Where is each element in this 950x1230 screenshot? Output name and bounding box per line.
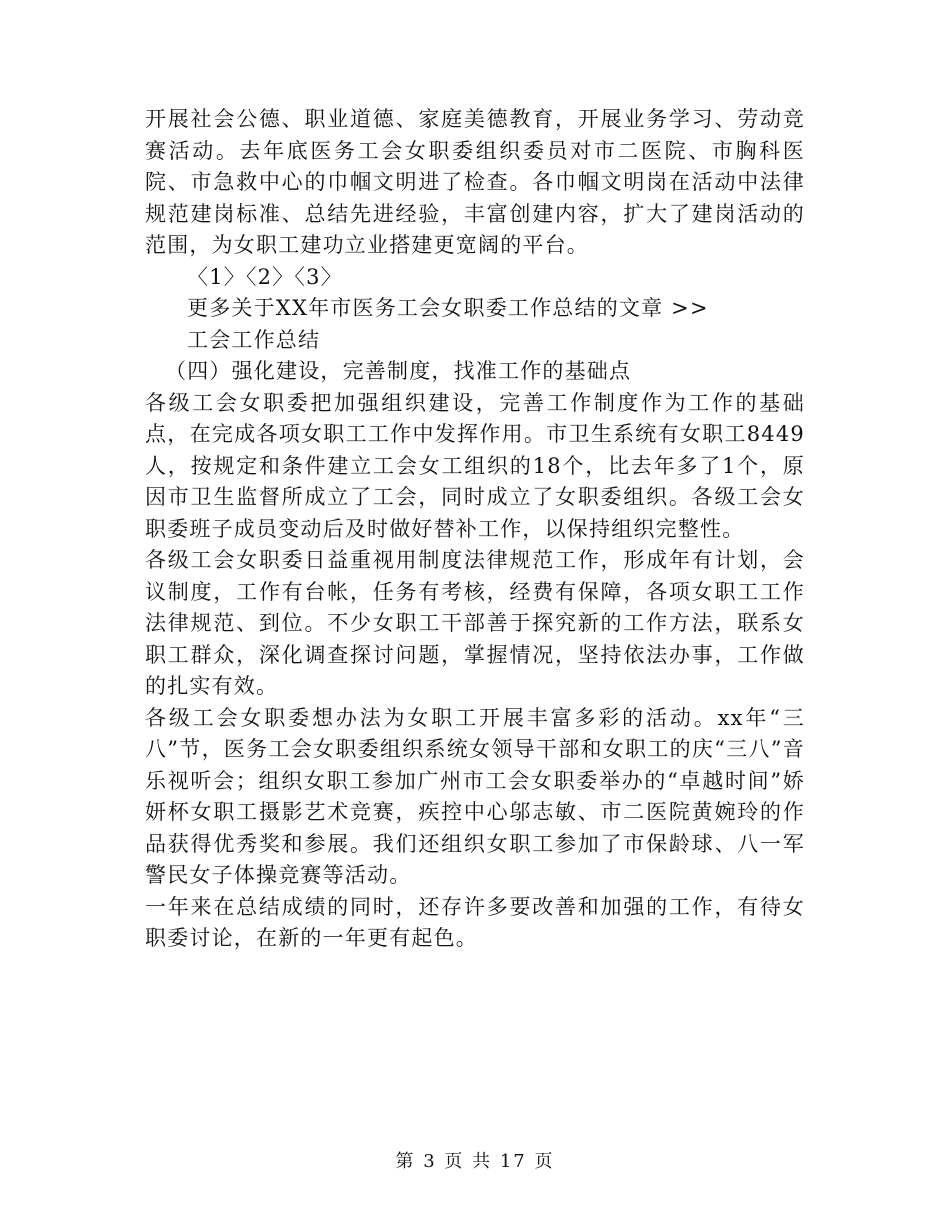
paragraph-conclusion: 一年来在总结成绩的同时，还存许多要改善和加强的工作，有待女职委讨论，在新的一年更有起色。 [145, 894, 805, 950]
paragraph-activities-intro: 开展社会公德、职业道德、家庭美德教育，开展业务学习、劳动竞赛活动。去年底医务工会女职委组织委员对市二医院、市胸科医院、市急救中心的巾帼文明进了检查。各巾帼文明岗在活动中法律规范建岗标准、总结先进经验，丰富创建内容，扩大了建岗活动的范围，为女职工建功立业搭建更宽阔的平台。 [145, 107, 805, 257]
paragraph-organization: 各级工会女职委把加强组织建设，完善工作制度作为工作的基础点，在完成各项女职工工作中发挥作用。市卫生系统有女职工8449人，按规定和条件建立工会女工组织的18个，比去年多了1个，原因市卫生监督所成立了工会，同时成立了女职委组织。各级工会女职委班子成员变动后及时做好替补工作，以保持组织完整性。 [145, 390, 805, 541]
paragraph-regulations: 各级工会女职委日益重视用制度法律规范工作，形成年有计划，会议制度，工作有台帐，任务有考核，经费有保障，各项女职工工作法律规范、到位。不少女职工干部善于探究新的工作方法，联系女职工群众，深化调查探讨问题，掌握情况，坚持依法办事，工作做的扎实有效。 [145, 548, 805, 698]
paragraph-page-links: 〈1〉〈2〉〈3〉 [187, 264, 343, 289]
paragraph-more-articles-link: 更多关于XX年市医务工会女职委工作总结的文章 >> [187, 296, 709, 320]
document-body [145, 104, 805, 955]
paragraph-section-label: 工会工作总结 [187, 327, 321, 352]
page-number-footer: 第 3 页 共 17 页 [395, 1151, 555, 1172]
paragraph-events: 各级工会女职委想办法为女职工开展丰富多彩的活动。xx年“三八”节，医务工会女职委组织系统女领导干部和女职工的庆“三八”音乐视听会；组织女职工参加广州市工会女职委举办的“卓越时间”娇妍杯女职工摄影艺术竞赛，疾控中心邬志敏、市二医院黄婉玲的作品获得优秀奖和参展。我们还组织女职工参加了市保龄球、八一军警民女子体操竞赛等活动。 [145, 705, 805, 887]
section-heading: （四）强化建设，完善制度，找准工作的基础点 [165, 359, 632, 383]
